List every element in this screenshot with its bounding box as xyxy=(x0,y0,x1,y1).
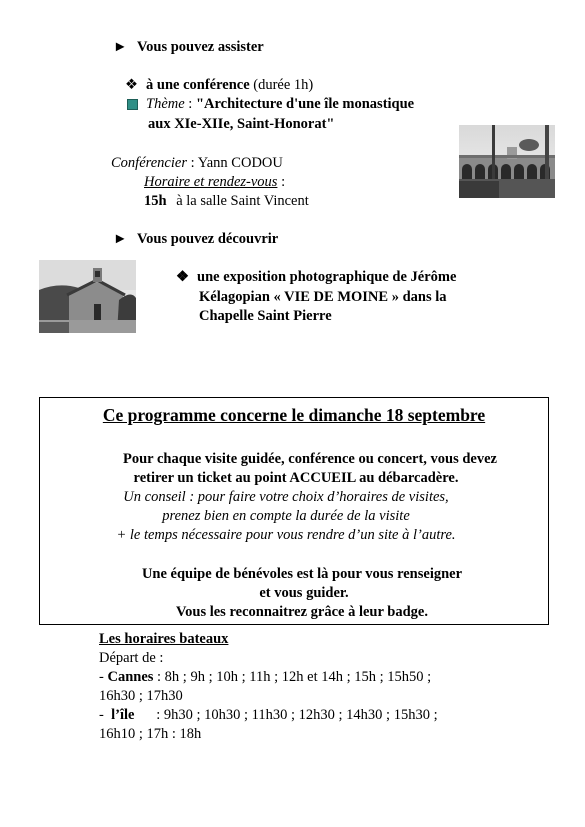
theme-title-line1: "Architecture d'une île monastique xyxy=(195,96,415,112)
dash: - xyxy=(99,669,108,685)
diamond-bullet-icon: ❖ xyxy=(125,77,138,93)
theme-row xyxy=(127,96,414,113)
ticket-line1: Pour chaque visite guidée, conférence ou concert, vous devez xyxy=(123,451,497,467)
arrow-right-icon: ► xyxy=(113,231,128,247)
section1-heading: Vous pouvez assister xyxy=(136,39,264,55)
ile-label: l’île xyxy=(111,707,135,723)
cannes-times-1: : 8h ; 9h ; 10h ; 11h ; 12h et 14h ; 15h ; 15h50 ; xyxy=(153,669,432,685)
theme-label: Thème xyxy=(146,96,185,112)
conference-row xyxy=(125,77,313,94)
cannes-label: Cannes xyxy=(107,669,154,685)
conference-place: à la salle Saint Vincent xyxy=(176,193,309,209)
cannes-times-2: 16h30 ; 17h30 xyxy=(99,688,183,704)
boats-depart-label: Départ de : xyxy=(99,650,164,666)
theme-separator: : xyxy=(184,96,196,112)
speaker-row xyxy=(111,155,283,172)
chapel-photo xyxy=(39,260,136,333)
advice-line1: Un conseil : pour faire votre choix d’horaires de visites, xyxy=(123,489,449,505)
ile-times-2: 16h10 ; 17h : 18h xyxy=(99,726,202,742)
advice-line3: + le temps nécessaire pour vous rendre d’un site à l’autre. xyxy=(116,527,456,543)
volunteers-line3: Vous les reconnaitrez grâce à leur badge. xyxy=(176,604,428,620)
expo-line1: une exposition photographique de Jérôme xyxy=(197,269,457,285)
section1-heading-row xyxy=(113,39,264,56)
expo-line2: Kélagopian « VIE DE MOINE » dans la xyxy=(199,289,447,305)
boats-title: Les horaires bateaux xyxy=(99,631,229,647)
section2-heading: Vous pouvez découvrir xyxy=(136,231,279,247)
schedule-label: Horaire et rendez-vous xyxy=(144,174,278,190)
schedule-row xyxy=(144,174,285,191)
arrow-right-icon: ► xyxy=(113,39,128,55)
diamond-bullet-icon: ❖ xyxy=(176,269,189,285)
program-title: Ce programme concerne le dimanche 18 septembre xyxy=(102,405,486,425)
ile-row xyxy=(99,707,438,724)
conference-label: à une conférence xyxy=(146,77,250,93)
expo-line1-row xyxy=(176,269,456,286)
expo-line3: Chapelle Saint Pierre xyxy=(199,308,332,324)
monastery-photo xyxy=(459,125,555,198)
time-place-row xyxy=(144,193,309,210)
volunteers-line1: Une équipe de bénévoles est là pour vous renseigner xyxy=(141,566,463,582)
ticket-line2: retirer un ticket au point ACCUEIL au débarcadère. xyxy=(133,470,459,486)
cannes-row xyxy=(99,669,431,686)
conference-duration: (durée 1h) xyxy=(253,77,314,93)
ile-times-1: : 9h30 ; 10h30 ; 11h30 ; 12h30 ; 14h30 ; 15h30 ; xyxy=(134,707,438,723)
volunteers-line2: et vous guider. xyxy=(259,585,349,601)
advice-line2: prenez bien en compte la durée de la visite xyxy=(162,508,410,524)
dash: - xyxy=(99,707,112,723)
speaker-label: Conférencier xyxy=(111,155,187,171)
schedule-separator: : xyxy=(277,174,286,190)
section2-heading-row xyxy=(113,231,278,248)
theme-title-line2: aux XIe-XIIe, Saint-Honorat" xyxy=(148,116,335,132)
square-bullet-icon xyxy=(127,99,138,110)
conference-time: 15h xyxy=(144,193,167,209)
speaker-name: : Yann CODOU xyxy=(186,155,283,171)
